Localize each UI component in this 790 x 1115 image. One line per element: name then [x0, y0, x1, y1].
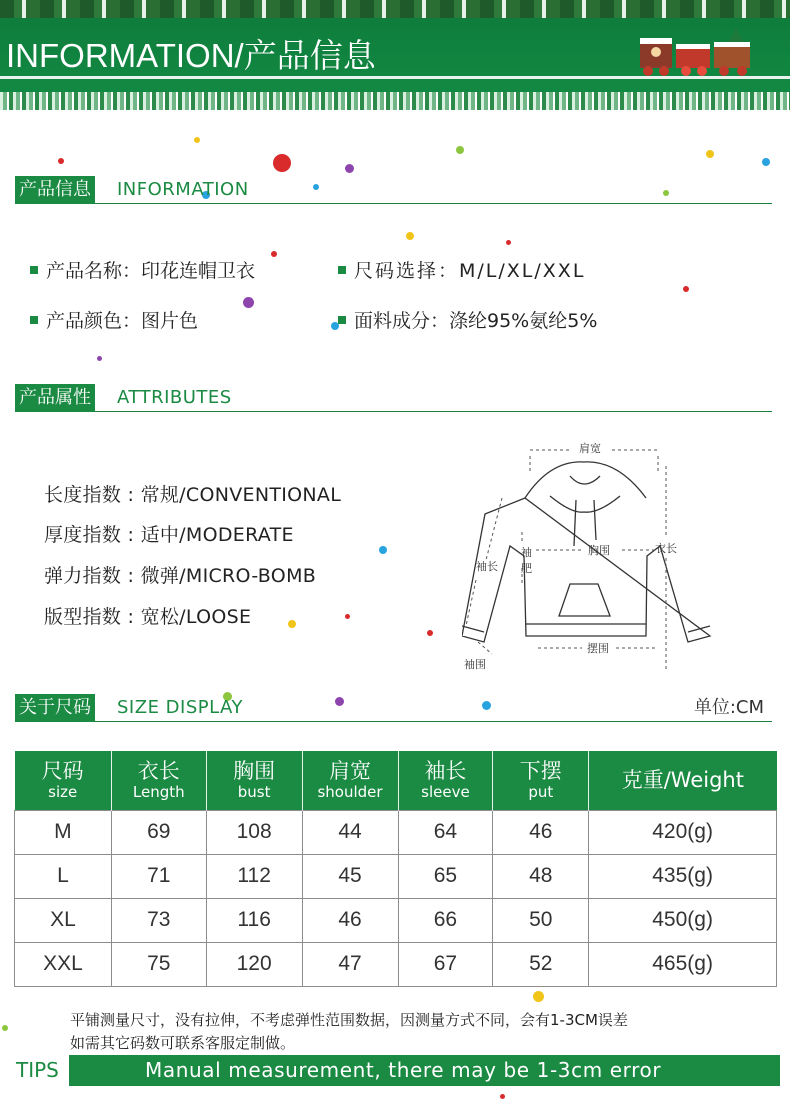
section-tag: 关于尺码: [15, 694, 95, 722]
confetti-dot: [345, 614, 350, 619]
table-header-row: [15, 751, 777, 810]
attr-fit: 版型指数 : 宽松/LOOSE: [44, 606, 252, 628]
header-shoulder: 肩宽 shoulder: [302, 751, 398, 810]
table-cell: M: [15, 810, 112, 854]
frost-decoration: [0, 92, 790, 110]
attr-elasticity: 弹力指数 : 微弹/MICRO-BOMB: [44, 565, 317, 587]
banner-title: INFORMATION/产品信息: [6, 37, 376, 74]
confetti-dot: [97, 356, 102, 361]
garland-decoration: [0, 0, 790, 18]
table-cell: 69: [111, 810, 206, 854]
table-cell: 47: [302, 942, 398, 986]
confetti-dot: [58, 158, 64, 164]
label-length: 衣长: [655, 542, 677, 555]
confetti-dot: [243, 297, 254, 308]
table-cell: 450(g): [589, 898, 777, 942]
table-row: [15, 942, 777, 986]
table-cell: XL: [15, 898, 112, 942]
label-cuff: 袖围: [464, 658, 486, 671]
label-chest: 胸围: [588, 544, 610, 557]
unit-label: 单位:CM: [693, 697, 764, 718]
table-cell: XXL: [15, 942, 112, 986]
header-length: 衣长 Length: [111, 751, 206, 810]
attr-length: 长度指数 : 常规/CONVENTIONAL: [44, 484, 342, 506]
size-table: [14, 751, 777, 987]
product-color: 产品颜色：图片色: [30, 306, 198, 333]
tips-bar: Manual measurement, there may be 1-3cm error: [69, 1055, 780, 1086]
section-title-en: INFORMATION: [117, 179, 249, 200]
table-cell: 420(g): [589, 810, 777, 854]
table-cell: 48: [493, 854, 589, 898]
confetti-dot: [762, 158, 770, 166]
section-header-size: [15, 694, 772, 722]
table-cell: 46: [302, 898, 398, 942]
bullet-square-icon: [30, 266, 38, 274]
custom-size-note: 如需其它码数可联系客服定制做。: [70, 1034, 296, 1052]
table-cell: 465(g): [589, 942, 777, 986]
label-shoulder: 肩宽: [579, 442, 601, 455]
table-cell: 66: [398, 898, 493, 942]
table-cell: 73: [111, 898, 206, 942]
confetti-dot: [273, 154, 291, 172]
table-cell: 116: [206, 898, 302, 942]
product-sizes: 尺码选择：M/L/XL/XXL: [338, 256, 585, 283]
table-cell: 120: [206, 942, 302, 986]
section-header-attributes: [15, 384, 772, 412]
confetti-dot: [500, 1094, 505, 1099]
bullet-square-icon: [338, 316, 346, 324]
table-cell: 45: [302, 854, 398, 898]
table-cell: 108: [206, 810, 302, 854]
section-title-en: ATTRIBUTES: [117, 387, 232, 408]
confetti-dot: [406, 232, 414, 240]
confetti-dot: [2, 1025, 8, 1031]
table-cell: 65: [398, 854, 493, 898]
product-fabric: 面料成分：涤纶95%氨纶5%: [338, 306, 597, 333]
header-sleeve: 袖长 sleeve: [398, 751, 493, 810]
section-header-info: [15, 176, 772, 204]
table-row: [15, 854, 777, 898]
table-cell: 44: [302, 810, 398, 854]
bullet-square-icon: [338, 266, 346, 274]
section-tag: 产品属性: [15, 384, 95, 412]
confetti-dot: [533, 991, 544, 1002]
confetti-dot: [427, 630, 433, 636]
table-row: [15, 898, 777, 942]
header-banner: [0, 0, 790, 110]
table-cell: 112: [206, 854, 302, 898]
header-weight: 克重/Weight: [589, 751, 777, 810]
table-cell: 52: [493, 942, 589, 986]
hoodie-measurement-diagram: [462, 436, 712, 676]
header-hem: 下摆 put: [493, 751, 589, 810]
section-title-en: SIZE DISPLAY: [117, 697, 243, 718]
table-cell: 50: [493, 898, 589, 942]
table-cell: 435(g): [589, 854, 777, 898]
table-cell: 71: [111, 854, 206, 898]
confetti-dot: [706, 150, 714, 158]
measurement-note: 平铺测量尺寸，没有拉伸，不考虑弹性范围数据，因测量方式不同，会有1-3CM误差: [70, 1011, 628, 1029]
table-cell: L: [15, 854, 112, 898]
table-cell: 46: [493, 810, 589, 854]
bullet-square-icon: [30, 316, 38, 324]
confetti-dot: [456, 146, 464, 154]
label-sleeve: 袖长: [476, 560, 498, 573]
product-name: 产品名称：印花连帽卫衣: [30, 256, 255, 283]
confetti-dot: [288, 620, 296, 628]
table-cell: 75: [111, 942, 206, 986]
header-bust: 胸围 bust: [206, 751, 302, 810]
confetti-dot: [345, 164, 354, 173]
header-size: 尺码 size: [15, 751, 112, 810]
confetti-dot: [271, 251, 277, 257]
confetti-dot: [379, 546, 387, 554]
table-cell: 67: [398, 942, 493, 986]
confetti-dot: [194, 137, 200, 143]
attr-thickness: 厚度指数 : 适中/MODERATE: [44, 524, 294, 546]
confetti-dot: [506, 240, 511, 245]
label-sleeve-width-1: 袖: [521, 546, 532, 559]
tips-label: TIPS: [16, 1058, 59, 1082]
christmas-train-icon: [636, 26, 756, 78]
table-row: [15, 810, 777, 854]
label-hem: 摆围: [587, 642, 609, 655]
table-cell: 64: [398, 810, 493, 854]
confetti-dot: [683, 286, 689, 292]
section-tag: 产品信息: [15, 176, 95, 204]
label-sleeve-width-2: 肥: [521, 562, 532, 575]
